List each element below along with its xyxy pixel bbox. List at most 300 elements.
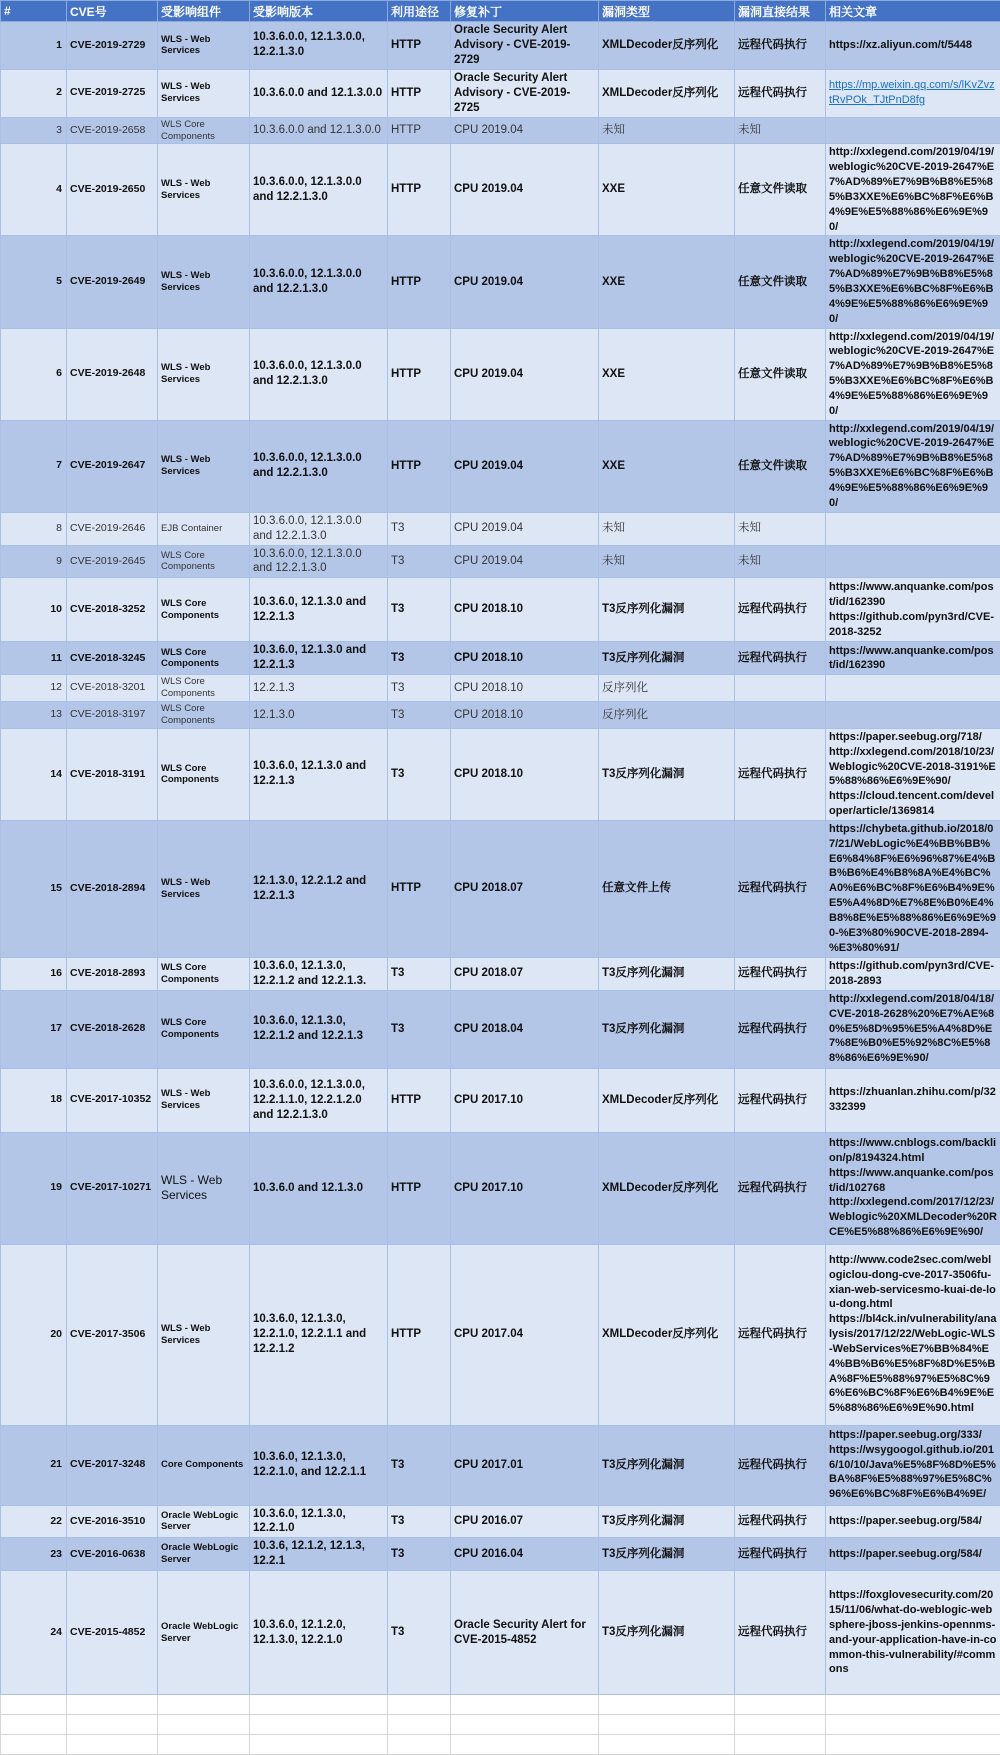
patch-cell[interactable]: CPU 2017.10 bbox=[451, 1068, 599, 1132]
table-row[interactable] bbox=[1, 990, 1000, 1068]
empty-row[interactable] bbox=[1, 1695, 1000, 1715]
row-number[interactable]: 4 bbox=[1, 144, 67, 236]
result-cell[interactable]: 远程代码执行 bbox=[735, 1244, 826, 1425]
versions-cell[interactable]: 12.2.1.3 bbox=[250, 675, 388, 702]
result-cell[interactable]: 远程代码执行 bbox=[735, 1571, 826, 1695]
table-row[interactable] bbox=[1, 578, 1000, 642]
row-number[interactable]: 12 bbox=[1, 675, 67, 702]
cve-id[interactable]: CVE-2015-4852 bbox=[67, 1571, 158, 1695]
cve-id[interactable]: CVE-2018-2894 bbox=[67, 820, 158, 957]
cve-id[interactable]: CVE-2016-3510 bbox=[67, 1505, 158, 1538]
versions-cell[interactable]: 10.3.6.0, 12.1.2.0, 12.1.3.0, 12.2.1.0 bbox=[250, 1571, 388, 1695]
empty-cell[interactable] bbox=[1, 1695, 67, 1715]
empty-cell[interactable] bbox=[451, 1715, 599, 1735]
article-link[interactable]: http://xxlegend.com/2019/04/19/weblogic%20CVE-2019-2647%E7%AD%89%E7%9B%B8%E5%85%B3XXE%E6%BC%8F%E6%B4%9E%E5%88%86%E6%9E%90/ bbox=[829, 145, 997, 234]
row-number[interactable]: 21 bbox=[1, 1425, 67, 1505]
articles-cell[interactable] bbox=[826, 1068, 1000, 1132]
table-row[interactable] bbox=[1, 1505, 1000, 1538]
article-link[interactable]: http://xxlegend.com/2017/12/23/Weblogic%20XMLDecoder%20RCE%E5%88%86%E6%9E%90/ bbox=[829, 1195, 997, 1240]
patch-cell[interactable]: CPU 2018.10 bbox=[451, 675, 599, 702]
article-link[interactable]: http://xxlegend.com/2019/04/19/weblogic%20CVE-2019-2647%E7%AD%89%E7%9B%B8%E5%85%B3XXE%E6%BC%8F%E6%B4%9E%E5%88%86%E6%9E%90/ bbox=[829, 237, 997, 326]
type-cell[interactable]: T3反序列化漏洞 bbox=[599, 990, 735, 1068]
empty-cell[interactable] bbox=[735, 1695, 826, 1715]
row-number[interactable]: 6 bbox=[1, 328, 67, 420]
versions-cell[interactable]: 10.3.6.0, 12.1.3.0 and 12.2.1.3 bbox=[250, 642, 388, 675]
type-cell[interactable]: XXE bbox=[599, 328, 735, 420]
result-cell[interactable] bbox=[735, 675, 826, 702]
cve-id[interactable]: CVE-2018-3201 bbox=[67, 675, 158, 702]
type-cell[interactable]: T3反序列化漏洞 bbox=[599, 957, 735, 990]
empty-cell[interactable] bbox=[158, 1695, 250, 1715]
header-component[interactable]: 受影响组件 bbox=[158, 1, 250, 22]
path-cell[interactable]: HTTP bbox=[388, 420, 451, 512]
versions-cell[interactable]: 10.3.6.0, 12.1.3.0, 12.2.1.0, and 12.2.1.1 bbox=[250, 1425, 388, 1505]
cve-id[interactable]: CVE-2018-3197 bbox=[67, 702, 158, 729]
versions-cell[interactable]: 10.3.6.0.0, 12.1.3.0.0, 12.2.1.3.0 bbox=[250, 22, 388, 70]
type-cell[interactable]: T3反序列化漏洞 bbox=[599, 1571, 735, 1695]
component-cell[interactable]: WLS - Web Services bbox=[158, 420, 250, 512]
path-cell[interactable]: T3 bbox=[388, 642, 451, 675]
component-cell[interactable]: Oracle WebLogic Server bbox=[158, 1571, 250, 1695]
type-cell[interactable]: T3反序列化漏洞 bbox=[599, 642, 735, 675]
table-row[interactable] bbox=[1, 512, 1000, 545]
article-link[interactable]: https://bl4ck.in/vulnerability/analysis/2017/12/22/WebLogic-WLS-WebServices%E7%BB%84%E4%BB%B6%E5%8F%8D%E5%BA%8F%E5%88%97%E5%8C%96%E6%BC%8F%E6%B4%9E%E5%88%86%E6%9E%90.html bbox=[829, 1312, 997, 1416]
cve-id[interactable]: CVE-2017-10271 bbox=[67, 1132, 158, 1244]
table-row[interactable] bbox=[1, 420, 1000, 512]
table-row[interactable] bbox=[1, 1538, 1000, 1571]
table-row[interactable] bbox=[1, 957, 1000, 990]
table-row[interactable] bbox=[1, 545, 1000, 578]
component-cell[interactable]: WLS - Web Services bbox=[158, 1132, 250, 1244]
component-cell[interactable]: WLS Core Components bbox=[158, 702, 250, 729]
table-row[interactable] bbox=[1, 22, 1000, 70]
versions-cell[interactable]: 10.3.6.0, 12.1.3.0, 12.2.1.2 and 12.2.1.3. bbox=[250, 957, 388, 990]
article-link[interactable]: https://www.anquanke.com/post/id/102768 bbox=[829, 1166, 997, 1196]
type-cell[interactable]: 反序列化 bbox=[599, 702, 735, 729]
path-cell[interactable]: T3 bbox=[388, 1505, 451, 1538]
path-cell[interactable]: HTTP bbox=[388, 236, 451, 328]
result-cell[interactable]: 远程代码执行 bbox=[735, 1068, 826, 1132]
versions-cell[interactable]: 10.3.6.0, 12.1.3.0, 12.2.1.2 and 12.2.1.3 bbox=[250, 990, 388, 1068]
articles-cell[interactable] bbox=[826, 642, 1000, 675]
versions-cell[interactable]: 12.1.3.0 bbox=[250, 702, 388, 729]
type-cell[interactable]: T3反序列化漏洞 bbox=[599, 1425, 735, 1505]
table-row[interactable] bbox=[1, 144, 1000, 236]
articles-cell[interactable] bbox=[826, 117, 1000, 144]
patch-cell[interactable]: CPU 2019.04 bbox=[451, 236, 599, 328]
result-cell[interactable]: 远程代码执行 bbox=[735, 578, 826, 642]
component-cell[interactable]: WLS - Web Services bbox=[158, 22, 250, 70]
row-number[interactable]: 17 bbox=[1, 990, 67, 1068]
type-cell[interactable]: XMLDecoder反序列化 bbox=[599, 69, 735, 117]
articles-cell[interactable] bbox=[826, 675, 1000, 702]
empty-cell[interactable] bbox=[67, 1735, 158, 1755]
article-link[interactable]: https://paper.seebug.org/718/ bbox=[829, 730, 997, 745]
cve-id[interactable]: CVE-2019-2729 bbox=[67, 22, 158, 70]
article-link[interactable]: https://wsygoogol.github.io/2016/10/10/Java%E5%8F%8D%E5%BA%8F%E5%88%97%E5%8C%96%E6%BC%8F%E6%B4%9E/ bbox=[829, 1443, 997, 1502]
path-cell[interactable]: HTTP bbox=[388, 69, 451, 117]
patch-cell[interactable]: CPU 2018.10 bbox=[451, 702, 599, 729]
type-cell[interactable]: XMLDecoder反序列化 bbox=[599, 1068, 735, 1132]
table-row[interactable] bbox=[1, 1132, 1000, 1244]
row-number[interactable]: 18 bbox=[1, 1068, 67, 1132]
cve-id[interactable]: CVE-2018-3191 bbox=[67, 728, 158, 820]
component-cell[interactable]: Oracle WebLogic Server bbox=[158, 1505, 250, 1538]
empty-cell[interactable] bbox=[451, 1695, 599, 1715]
cve-id[interactable]: CVE-2019-2649 bbox=[67, 236, 158, 328]
articles-cell[interactable] bbox=[826, 728, 1000, 820]
patch-cell[interactable]: CPU 2018.10 bbox=[451, 578, 599, 642]
path-cell[interactable]: HTTP bbox=[388, 1132, 451, 1244]
table-row[interactable] bbox=[1, 728, 1000, 820]
articles-cell[interactable] bbox=[826, 328, 1000, 420]
patch-cell[interactable]: Oracle Security Alert Advisory - CVE-2019-2725 bbox=[451, 69, 599, 117]
cve-id[interactable]: CVE-2019-2648 bbox=[67, 328, 158, 420]
versions-cell[interactable]: 10.3.6.0.0, 12.1.3.0.0 and 12.2.1.3.0 bbox=[250, 512, 388, 545]
result-cell[interactable]: 远程代码执行 bbox=[735, 642, 826, 675]
article-link[interactable]: https://mp.weixin.qq.com/s/lKvZvztRvPOk_TJtPnD8fg bbox=[829, 78, 997, 108]
empty-cell[interactable] bbox=[67, 1715, 158, 1735]
versions-cell[interactable]: 10.3.6, 12.1.2, 12.1.3, 12.2.1 bbox=[250, 1538, 388, 1571]
path-cell[interactable]: T3 bbox=[388, 702, 451, 729]
cve-id[interactable]: CVE-2018-3252 bbox=[67, 578, 158, 642]
article-link[interactable]: http://xxlegend.com/2018/10/23/Weblogic%20CVE-2018-3191%E5%88%86%E6%9E%90/ bbox=[829, 745, 997, 790]
versions-cell[interactable]: 10.3.6.0, 12.1.3.0 and 12.2.1.3 bbox=[250, 578, 388, 642]
cve-id[interactable]: CVE-2017-3248 bbox=[67, 1425, 158, 1505]
component-cell[interactable]: WLS Core Components bbox=[158, 957, 250, 990]
articles-cell[interactable] bbox=[826, 702, 1000, 729]
empty-cell[interactable] bbox=[158, 1715, 250, 1735]
component-cell[interactable]: WLS Core Components bbox=[158, 990, 250, 1068]
table-row[interactable] bbox=[1, 1244, 1000, 1425]
table-row[interactable] bbox=[1, 1425, 1000, 1505]
patch-cell[interactable]: CPU 2018.10 bbox=[451, 642, 599, 675]
article-link[interactable]: https://cloud.tencent.com/developer/article/1369814 bbox=[829, 789, 997, 819]
path-cell[interactable]: T3 bbox=[388, 957, 451, 990]
versions-cell[interactable]: 10.3.6.0, 12.1.3.0, 12.2.1.0, 12.2.1.1 and 12.2.1.2 bbox=[250, 1244, 388, 1425]
patch-cell[interactable]: CPU 2017.10 bbox=[451, 1132, 599, 1244]
path-cell[interactable]: HTTP bbox=[388, 22, 451, 70]
component-cell[interactable]: EJB Container bbox=[158, 512, 250, 545]
empty-cell[interactable] bbox=[158, 1735, 250, 1755]
cve-id[interactable]: CVE-2019-2647 bbox=[67, 420, 158, 512]
versions-cell[interactable]: 12.1.3.0, 12.2.1.2 and 12.2.1.3 bbox=[250, 820, 388, 957]
versions-cell[interactable]: 10.3.6.0.0, 12.1.3.0.0 and 12.2.1.3.0 bbox=[250, 328, 388, 420]
versions-cell[interactable]: 10.3.6.0.0, 12.1.3.0.0 and 12.2.1.3.0 bbox=[250, 420, 388, 512]
cve-id[interactable]: CVE-2018-2628 bbox=[67, 990, 158, 1068]
article-link[interactable]: https://foxglovesecurity.com/2015/11/06/what-do-weblogic-websphere-jboss-jenkins-opennms-and-your-application-have-in-common-this-vulnerability/#commons bbox=[829, 1588, 997, 1677]
result-cell[interactable]: 远程代码执行 bbox=[735, 990, 826, 1068]
versions-cell[interactable]: 10.3.6.0.0 and 12.1.3.0.0 bbox=[250, 69, 388, 117]
versions-cell[interactable]: 10.3.6.0.0, 12.1.3.0.0, 12.2.1.1.0, 12.2.1.2.0 and 12.2.1.3.0 bbox=[250, 1068, 388, 1132]
patch-cell[interactable]: Oracle Security Alert for CVE-2015-4852 bbox=[451, 1571, 599, 1695]
result-cell[interactable]: 任意文件读取 bbox=[735, 144, 826, 236]
table-row[interactable] bbox=[1, 328, 1000, 420]
article-link[interactable]: https://github.com/pyn3rd/CVE-2018-2893 bbox=[829, 959, 997, 989]
article-link[interactable]: https://zhuanlan.zhihu.com/p/32332399 bbox=[829, 1085, 997, 1115]
type-cell[interactable]: 未知 bbox=[599, 545, 735, 578]
component-cell[interactable]: WLS Core Components bbox=[158, 117, 250, 144]
table-row[interactable] bbox=[1, 675, 1000, 702]
header-articles[interactable]: 相关文章 bbox=[826, 1, 1000, 22]
component-cell[interactable]: WLS - Web Services bbox=[158, 236, 250, 328]
patch-cell[interactable]: CPU 2018.10 bbox=[451, 728, 599, 820]
empty-cell[interactable] bbox=[826, 1735, 1000, 1755]
cve-id[interactable]: CVE-2019-2658 bbox=[67, 117, 158, 144]
path-cell[interactable]: T3 bbox=[388, 545, 451, 578]
patch-cell[interactable]: CPU 2019.04 bbox=[451, 117, 599, 144]
path-cell[interactable]: T3 bbox=[388, 1538, 451, 1571]
table-row[interactable] bbox=[1, 820, 1000, 957]
type-cell[interactable]: T3反序列化漏洞 bbox=[599, 578, 735, 642]
empty-cell[interactable] bbox=[250, 1715, 388, 1735]
table-row[interactable] bbox=[1, 1571, 1000, 1695]
versions-cell[interactable]: 10.3.6.0 and 12.1.3.0 bbox=[250, 1132, 388, 1244]
patch-cell[interactable]: CPU 2017.04 bbox=[451, 1244, 599, 1425]
patch-cell[interactable]: CPU 2019.04 bbox=[451, 545, 599, 578]
article-link[interactable]: https://xz.aliyun.com/t/5448 bbox=[829, 38, 997, 53]
row-number[interactable]: 19 bbox=[1, 1132, 67, 1244]
row-number[interactable]: 9 bbox=[1, 545, 67, 578]
component-cell[interactable]: WLS - Web Services bbox=[158, 1244, 250, 1425]
result-cell[interactable]: 远程代码执行 bbox=[735, 69, 826, 117]
empty-row[interactable] bbox=[1, 1735, 1000, 1755]
table-row[interactable] bbox=[1, 1068, 1000, 1132]
article-link[interactable]: https://www.anquanke.com/post/id/162390 bbox=[829, 580, 997, 610]
empty-cell[interactable] bbox=[388, 1735, 451, 1755]
cve-id[interactable]: CVE-2019-2650 bbox=[67, 144, 158, 236]
cve-id[interactable]: CVE-2017-3506 bbox=[67, 1244, 158, 1425]
table-row[interactable] bbox=[1, 236, 1000, 328]
row-number[interactable]: 3 bbox=[1, 117, 67, 144]
row-number[interactable]: 5 bbox=[1, 236, 67, 328]
row-number[interactable]: 11 bbox=[1, 642, 67, 675]
articles-cell[interactable] bbox=[826, 420, 1000, 512]
article-link[interactable]: https://paper.seebug.org/584/ bbox=[829, 1514, 997, 1529]
row-number[interactable]: 15 bbox=[1, 820, 67, 957]
article-link[interactable]: https://github.com/pyn3rd/CVE-2018-3252 bbox=[829, 610, 997, 640]
articles-cell[interactable] bbox=[826, 1538, 1000, 1571]
component-cell[interactable]: WLS - Web Services bbox=[158, 820, 250, 957]
header-versions[interactable]: 受影响版本 bbox=[250, 1, 388, 22]
result-cell[interactable]: 远程代码执行 bbox=[735, 1425, 826, 1505]
result-cell[interactable]: 远程代码执行 bbox=[735, 1538, 826, 1571]
empty-cell[interactable] bbox=[599, 1695, 735, 1715]
type-cell[interactable]: XXE bbox=[599, 144, 735, 236]
article-link[interactable]: https://www.anquanke.com/post/id/162390 bbox=[829, 644, 997, 674]
article-link[interactable]: http://xxlegend.com/2019/04/19/weblogic%20CVE-2019-2647%E7%AD%89%E7%9B%B8%E5%85%B3XXE%E6%BC%8F%E6%B4%9E%E5%88%86%E6%9E%90/ bbox=[829, 422, 997, 511]
row-number[interactable]: 14 bbox=[1, 728, 67, 820]
cve-id[interactable]: CVE-2019-2646 bbox=[67, 512, 158, 545]
row-number[interactable]: 22 bbox=[1, 1505, 67, 1538]
row-number[interactable]: 10 bbox=[1, 578, 67, 642]
result-cell[interactable]: 远程代码执行 bbox=[735, 1132, 826, 1244]
path-cell[interactable]: HTTP bbox=[388, 1244, 451, 1425]
component-cell[interactable]: WLS - Web Services bbox=[158, 69, 250, 117]
empty-cell[interactable] bbox=[599, 1735, 735, 1755]
article-link[interactable]: https://paper.seebug.org/333/ bbox=[829, 1428, 997, 1443]
cve-id[interactable]: CVE-2018-3245 bbox=[67, 642, 158, 675]
path-cell[interactable]: T3 bbox=[388, 990, 451, 1068]
table-row[interactable] bbox=[1, 69, 1000, 117]
row-number[interactable]: 16 bbox=[1, 957, 67, 990]
article-link[interactable]: http://www.code2sec.com/weblogiclou-dong-cve-2017-3506fu-xian-web-servicesmo-kuai-de-lou-dong.html bbox=[829, 1253, 997, 1312]
path-cell[interactable]: HTTP bbox=[388, 1068, 451, 1132]
article-link[interactable]: http://xxlegend.com/2018/04/18/CVE-2018-2628%20%E7%AE%80%E5%8D%95%E5%A4%8D%E7%8E%B0%E5%92%8C%E5%88%86%E6%9E%90/ bbox=[829, 992, 997, 1066]
type-cell[interactable]: T3反序列化漏洞 bbox=[599, 1505, 735, 1538]
row-number[interactable]: 20 bbox=[1, 1244, 67, 1425]
versions-cell[interactable]: 10.3.6.0, 12.1.3.0 and 12.2.1.3 bbox=[250, 728, 388, 820]
component-cell[interactable]: WLS Core Components bbox=[158, 578, 250, 642]
empty-cell[interactable] bbox=[1, 1735, 67, 1755]
row-number[interactable]: 13 bbox=[1, 702, 67, 729]
article-link[interactable]: https://chybeta.github.io/2018/07/21/WebLogic%E4%BB%BB%E6%84%8F%E6%96%87%E4%BB%B6%E4%B8%8A%E4%BC%A0%E6%BC%8F%E6%B4%9E%E5%A4%8D%E7%8E%B0%E4%B8%8E%E5%88%86%E6%9E%90-%E3%80%90CVE-2018-2894-%E3%80%91/ bbox=[829, 822, 997, 956]
row-number[interactable]: 7 bbox=[1, 420, 67, 512]
cve-id[interactable]: CVE-2019-2645 bbox=[67, 545, 158, 578]
result-cell[interactable] bbox=[735, 702, 826, 729]
patch-cell[interactable]: CPU 2018.07 bbox=[451, 957, 599, 990]
versions-cell[interactable]: 10.3.6.0.0, 12.1.3.0.0 and 12.2.1.3.0 bbox=[250, 236, 388, 328]
patch-cell[interactable]: CPU 2018.04 bbox=[451, 990, 599, 1068]
articles-cell[interactable] bbox=[826, 1244, 1000, 1425]
type-cell[interactable]: T3反序列化漏洞 bbox=[599, 728, 735, 820]
header-index[interactable]: # bbox=[1, 1, 67, 22]
empty-cell[interactable] bbox=[826, 1695, 1000, 1715]
patch-cell[interactable]: CPU 2016.04 bbox=[451, 1538, 599, 1571]
type-cell[interactable]: 未知 bbox=[599, 117, 735, 144]
result-cell[interactable]: 远程代码执行 bbox=[735, 820, 826, 957]
row-number[interactable]: 1 bbox=[1, 22, 67, 70]
result-cell[interactable]: 任意文件读取 bbox=[735, 328, 826, 420]
result-cell[interactable]: 远程代码执行 bbox=[735, 1505, 826, 1538]
path-cell[interactable]: T3 bbox=[388, 578, 451, 642]
path-cell[interactable]: HTTP bbox=[388, 820, 451, 957]
empty-cell[interactable] bbox=[250, 1695, 388, 1715]
type-cell[interactable]: 未知 bbox=[599, 512, 735, 545]
type-cell[interactable]: XMLDecoder反序列化 bbox=[599, 1132, 735, 1244]
articles-cell[interactable] bbox=[826, 1505, 1000, 1538]
path-cell[interactable]: T3 bbox=[388, 675, 451, 702]
header-cve[interactable]: CVE号 bbox=[67, 1, 158, 22]
empty-cell[interactable] bbox=[826, 1715, 1000, 1735]
header-patch[interactable]: 修复补丁 bbox=[451, 1, 599, 22]
result-cell[interactable]: 远程代码执行 bbox=[735, 957, 826, 990]
empty-cell[interactable] bbox=[388, 1695, 451, 1715]
empty-cell[interactable] bbox=[1, 1715, 67, 1735]
patch-cell[interactable]: CPU 2019.04 bbox=[451, 144, 599, 236]
patch-cell[interactable]: CPU 2018.07 bbox=[451, 820, 599, 957]
patch-cell[interactable]: Oracle Security Alert Advisory - CVE-2019-2729 bbox=[451, 22, 599, 70]
component-cell[interactable]: WLS Core Components bbox=[158, 728, 250, 820]
versions-cell[interactable]: 10.3.6.0.0 and 12.1.3.0.0 bbox=[250, 117, 388, 144]
result-cell[interactable]: 任意文件读取 bbox=[735, 420, 826, 512]
row-number[interactable]: 24 bbox=[1, 1571, 67, 1695]
path-cell[interactable]: T3 bbox=[388, 512, 451, 545]
table-row[interactable] bbox=[1, 642, 1000, 675]
articles-cell[interactable] bbox=[826, 1425, 1000, 1505]
cve-id[interactable]: CVE-2019-2725 bbox=[67, 69, 158, 117]
empty-row[interactable] bbox=[1, 1715, 1000, 1735]
result-cell[interactable]: 未知 bbox=[735, 545, 826, 578]
articles-cell[interactable] bbox=[826, 820, 1000, 957]
patch-cell[interactable]: CPU 2017.01 bbox=[451, 1425, 599, 1505]
patch-cell[interactable]: CPU 2019.04 bbox=[451, 512, 599, 545]
empty-cell[interactable] bbox=[250, 1735, 388, 1755]
articles-cell[interactable] bbox=[826, 578, 1000, 642]
empty-cell[interactable] bbox=[388, 1715, 451, 1735]
articles-cell[interactable] bbox=[826, 69, 1000, 117]
articles-cell[interactable] bbox=[826, 1571, 1000, 1695]
component-cell[interactable]: WLS - Web Services bbox=[158, 328, 250, 420]
versions-cell[interactable]: 10.3.6.0.0, 12.1.3.0.0 and 12.2.1.3.0 bbox=[250, 144, 388, 236]
component-cell[interactable]: WLS Core Components bbox=[158, 545, 250, 578]
component-cell[interactable]: WLS - Web Services bbox=[158, 144, 250, 236]
type-cell[interactable]: 任意文件上传 bbox=[599, 820, 735, 957]
component-cell[interactable]: Core Components bbox=[158, 1425, 250, 1505]
row-number[interactable]: 23 bbox=[1, 1538, 67, 1571]
versions-cell[interactable]: 10.3.6.0, 12.1.3.0, 12.2.1.0 bbox=[250, 1505, 388, 1538]
patch-cell[interactable]: CPU 2016.07 bbox=[451, 1505, 599, 1538]
table-row[interactable] bbox=[1, 117, 1000, 144]
articles-cell[interactable] bbox=[826, 22, 1000, 70]
articles-cell[interactable] bbox=[826, 236, 1000, 328]
empty-cell[interactable] bbox=[67, 1695, 158, 1715]
path-cell[interactable]: T3 bbox=[388, 728, 451, 820]
result-cell[interactable]: 任意文件读取 bbox=[735, 236, 826, 328]
result-cell[interactable]: 远程代码执行 bbox=[735, 728, 826, 820]
cve-id[interactable]: CVE-2017-10352 bbox=[67, 1068, 158, 1132]
type-cell[interactable]: T3反序列化漏洞 bbox=[599, 1538, 735, 1571]
articles-cell[interactable] bbox=[826, 545, 1000, 578]
result-cell[interactable]: 远程代码执行 bbox=[735, 22, 826, 70]
article-link[interactable]: http://xxlegend.com/2019/04/19/weblogic%20CVE-2019-2647%E7%AD%89%E7%9B%B8%E5%85%B3XXE%E6%BC%8F%E6%B4%9E%E5%88%86%E6%9E%90/ bbox=[829, 330, 997, 419]
path-cell[interactable]: HTTP bbox=[388, 328, 451, 420]
component-cell[interactable]: WLS - Web Services bbox=[158, 1068, 250, 1132]
result-cell[interactable]: 未知 bbox=[735, 117, 826, 144]
articles-cell[interactable] bbox=[826, 957, 1000, 990]
cve-id[interactable]: CVE-2016-0638 bbox=[67, 1538, 158, 1571]
path-cell[interactable]: HTTP bbox=[388, 144, 451, 236]
article-link[interactable]: https://paper.seebug.org/584/ bbox=[829, 1547, 997, 1562]
article-link[interactable]: https://www.cnblogs.com/backlion/p/8194324.html bbox=[829, 1136, 997, 1166]
row-number[interactable]: 2 bbox=[1, 69, 67, 117]
path-cell[interactable]: HTTP bbox=[388, 117, 451, 144]
articles-cell[interactable] bbox=[826, 1132, 1000, 1244]
row-number[interactable]: 8 bbox=[1, 512, 67, 545]
header-type[interactable]: 漏洞类型 bbox=[599, 1, 735, 22]
type-cell[interactable]: XMLDecoder反序列化 bbox=[599, 1244, 735, 1425]
component-cell[interactable]: WLS Core Components bbox=[158, 642, 250, 675]
path-cell[interactable]: T3 bbox=[388, 1571, 451, 1695]
path-cell[interactable]: T3 bbox=[388, 1425, 451, 1505]
type-cell[interactable]: XXE bbox=[599, 236, 735, 328]
cve-id[interactable]: CVE-2018-2893 bbox=[67, 957, 158, 990]
component-cell[interactable]: WLS Core Components bbox=[158, 675, 250, 702]
articles-cell[interactable] bbox=[826, 990, 1000, 1068]
empty-cell[interactable] bbox=[735, 1715, 826, 1735]
component-cell[interactable]: Oracle WebLogic Server bbox=[158, 1538, 250, 1571]
table-row[interactable] bbox=[1, 702, 1000, 729]
empty-cell[interactable] bbox=[451, 1735, 599, 1755]
empty-cell[interactable] bbox=[599, 1715, 735, 1735]
type-cell[interactable]: XMLDecoder反序列化 bbox=[599, 22, 735, 70]
type-cell[interactable]: 反序列化 bbox=[599, 675, 735, 702]
result-cell[interactable]: 未知 bbox=[735, 512, 826, 545]
header-path[interactable]: 利用途径 bbox=[388, 1, 451, 22]
type-cell[interactable]: XXE bbox=[599, 420, 735, 512]
patch-cell[interactable]: CPU 2019.04 bbox=[451, 420, 599, 512]
articles-cell[interactable] bbox=[826, 512, 1000, 545]
